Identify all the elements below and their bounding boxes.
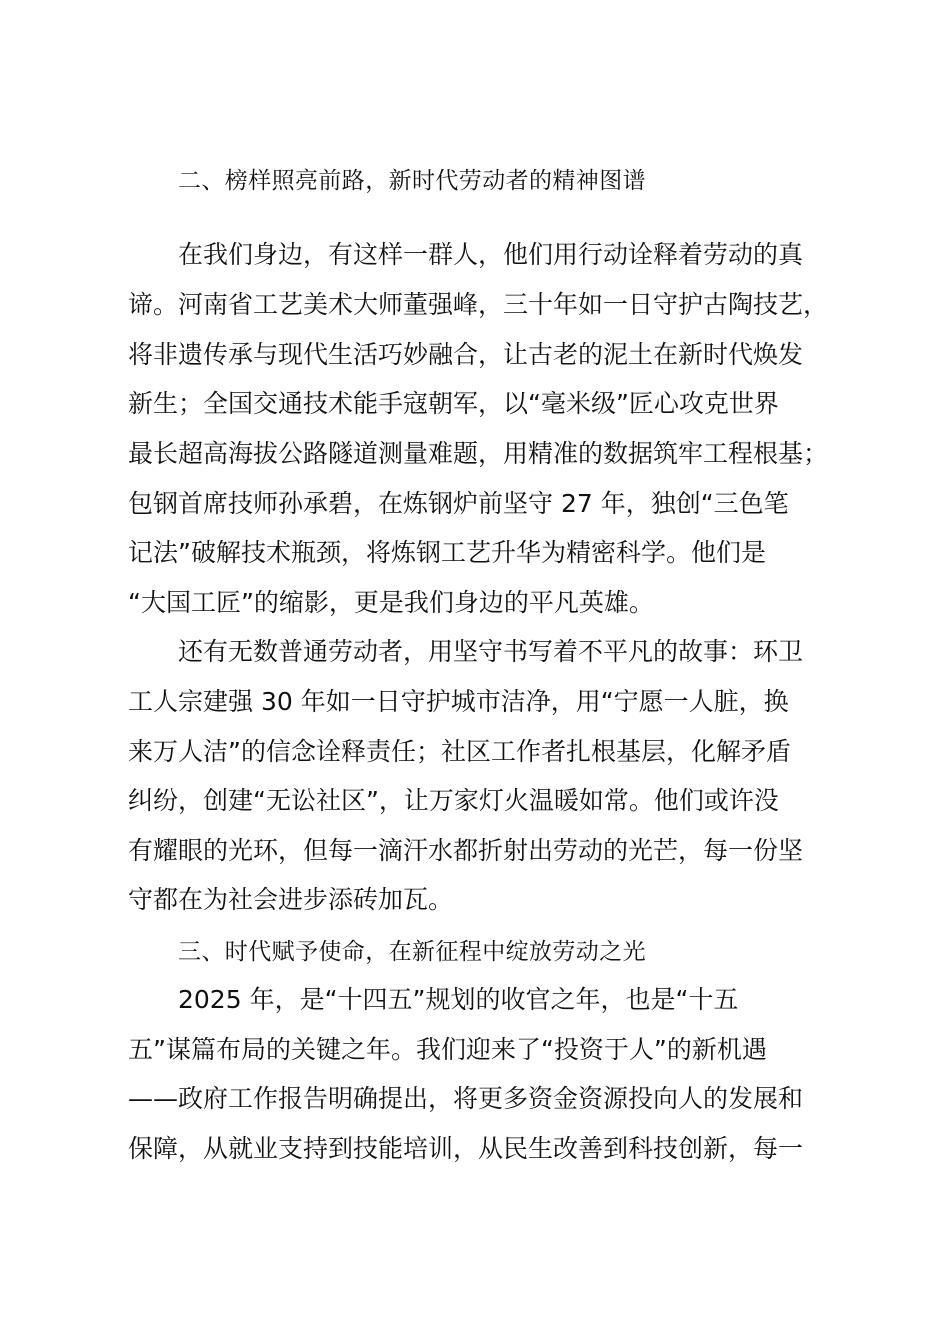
paragraph-line: 还有无数普通劳动者，用坚守书写着不平凡的故事：环卫 <box>178 637 804 666</box>
paragraph-line: 守都在为社会进步添砖加瓦。 <box>128 885 454 914</box>
section-heading-2: 二、榜样照亮前路，新时代劳动者的精神图谱 <box>178 168 646 194</box>
paragraph-line: 2025 年，是“十四五”规划的收官之年，也是“十五 <box>178 985 739 1014</box>
paragraph-line: 来万人洁”的信念诠释责任；社区工作者扎根基层，化解矛盾 <box>128 737 791 766</box>
paragraph-line: 纠纷，创建“无讼社区”，让万家灯火温暖如常。他们或许没 <box>128 786 779 815</box>
paragraph-line: 有耀眼的光环，但每一滴汗水都折射出劳动的光芒，每一份坚 <box>128 836 804 865</box>
paragraph-line: 在我们身边，有这样一群人，他们用行动诠释着劳动的真 <box>178 240 804 269</box>
paragraph-line: 新生；全国交通技术能手寇朝军，以“毫米级”匠心攻克世界 <box>128 389 779 418</box>
paragraph-line: 五”谋篇布局的关键之年。我们迎来了“投资于人”的新机遇 <box>128 1035 767 1064</box>
paragraph-line: 将非遗传承与现代生活巧妙融合，让古老的泥土在新时代焕发 <box>128 340 804 369</box>
section-heading-3: 三、时代赋予使命，在新征程中绽放劳动之光 <box>178 939 646 965</box>
paragraph-line: 包钢首席技师孙承碧，在炼钢炉前坚守 27 年，独创“三色笔 <box>128 489 789 518</box>
paragraph-line: “大国工匠”的缩影，更是我们身边的平凡英雄。 <box>128 588 654 617</box>
paragraph-line: 记法”破解技术瓶颈，将炼钢工艺升华为精密科学。他们是 <box>128 538 766 567</box>
paragraph-line: 保障，从就业支持到技能培训，从民生改善到科技创新，每一 <box>128 1134 804 1163</box>
paragraph-line: ——政府工作报告明确提出，将更多资金资源投向人的发展和 <box>128 1084 804 1113</box>
paragraph-line: 谛。河南省工艺美术大师董强峰，三十年如一日守护古陶技艺， <box>128 290 829 319</box>
paragraph-line: 工人宗建强 30 年如一日守护城市洁净，用“宁愿一人脏，换 <box>128 687 789 716</box>
paragraph-line: 最长超高海拔公路隧道测量难题，用精准的数据筑牢工程根基； <box>128 439 829 468</box>
